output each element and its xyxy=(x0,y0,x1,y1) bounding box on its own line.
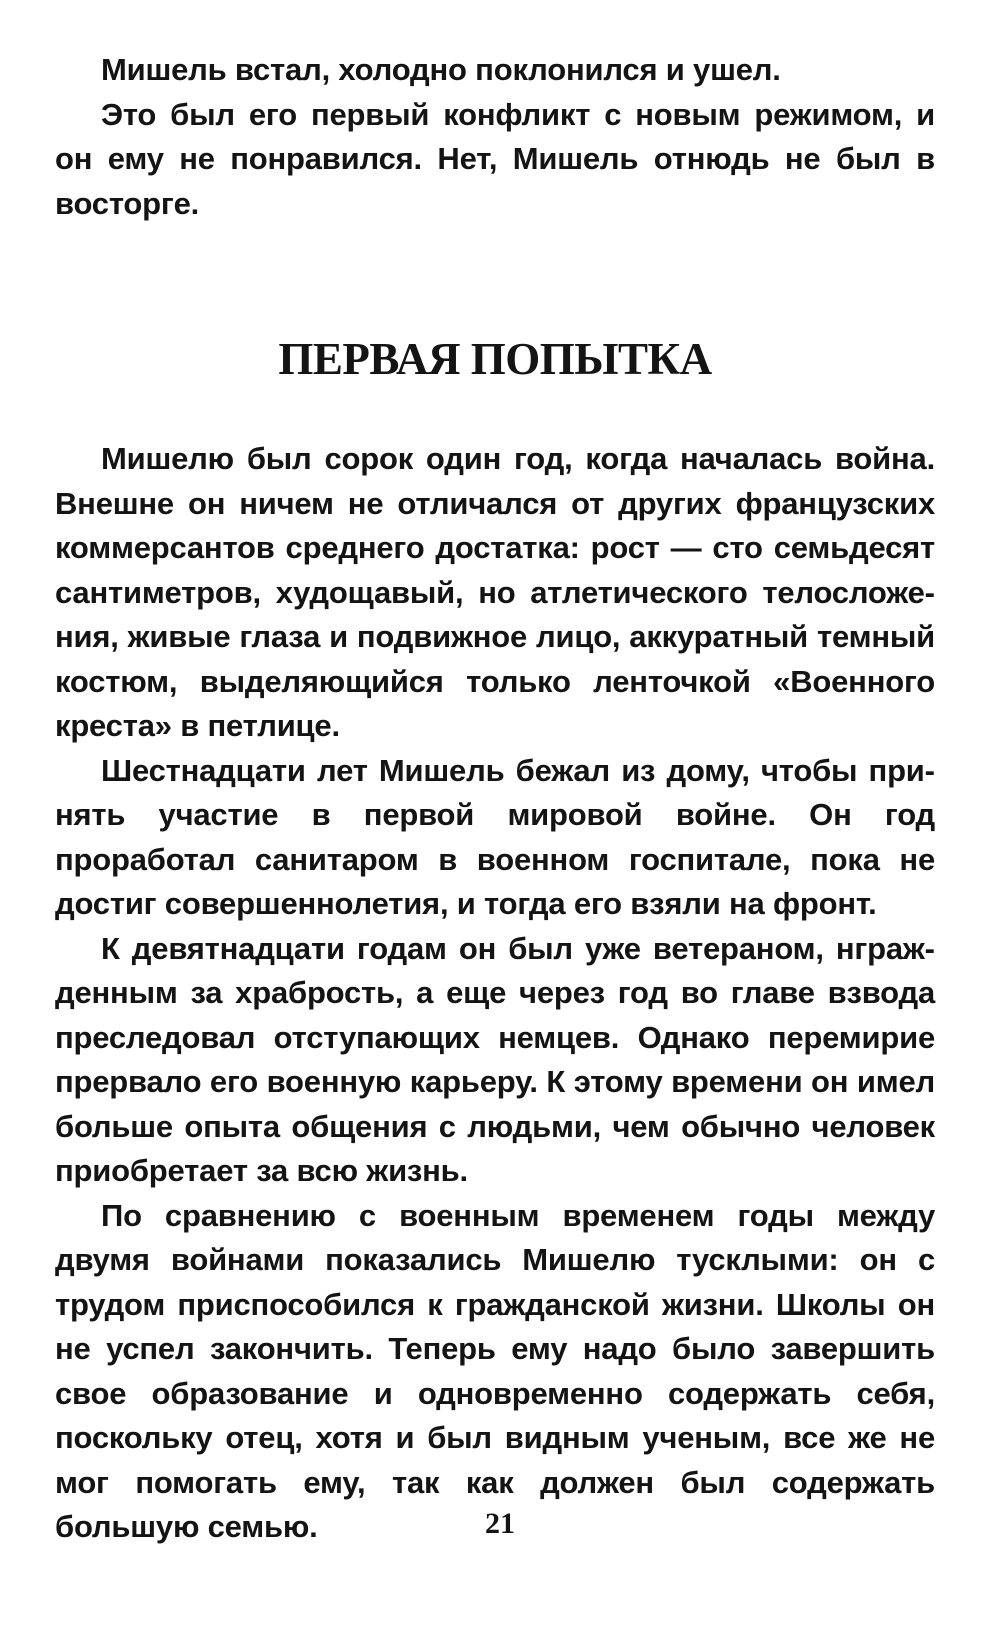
chapter-paragraph-2: Шестнадцати лет Мишель бежал из дому, чтобы принять участие в первой мировой войне. Он год проработал санитаром в военном госпитале, пока не достиг совершеннолетия, и тогда его взяли на фронт. xyxy=(55,752,935,921)
opening-paragraph-2: Это был его первый конфликт с новым режимом, и он ему не понравился. Нет, Мишель отнюдь не был в восторге. xyxy=(55,96,935,221)
opening-paragraph-1: Мишель встал, холодно поклонился и ушел. xyxy=(101,52,781,87)
page-number: 21 xyxy=(485,1507,515,1540)
chapter-title: ПЕРВАЯ ПОПЫТКА xyxy=(278,334,712,384)
page-body xyxy=(55,48,935,1550)
title-gap xyxy=(55,387,935,437)
chapter-paragraph-1: Мишелю был сорок один год, когда началась война. Внешне он ничем не отличался от других французских коммерсантов среднего достатка: рост — сто семьдесят сантиметров, худощавый, но атлетического телосложения, живые глаза и подвижное лицо, аккуратный темный костюм, выделяющийся только ленточкой «Военного креста» в петлице. xyxy=(55,441,935,743)
section-gap xyxy=(55,226,935,331)
chapter-paragraph-3: К девятнадцати годам он был уже ветераном, нгражденным за храбрость, а еще через год во главе взвода преследовал отступающих немцев. Однако перемирие прервало его военную карьеру. К этому времени он имел больше опыта общения с людьми, чем обычно человек приобретает за всю жизнь. xyxy=(55,930,935,1188)
chapter-paragraph-4: По сравнению с военным временем годы между двумя войнами показались Мишелю тусклыми: он с трудом приспособился к гражданской жизни. Школы он не успел закончить. Теперь ему надо было завершить свое образование и одновременно содержать себя, поскольку отец, хотя и был видным ученым, все же не мог помогать ему, так как должен был содержать большую семью. xyxy=(55,1197,935,1544)
